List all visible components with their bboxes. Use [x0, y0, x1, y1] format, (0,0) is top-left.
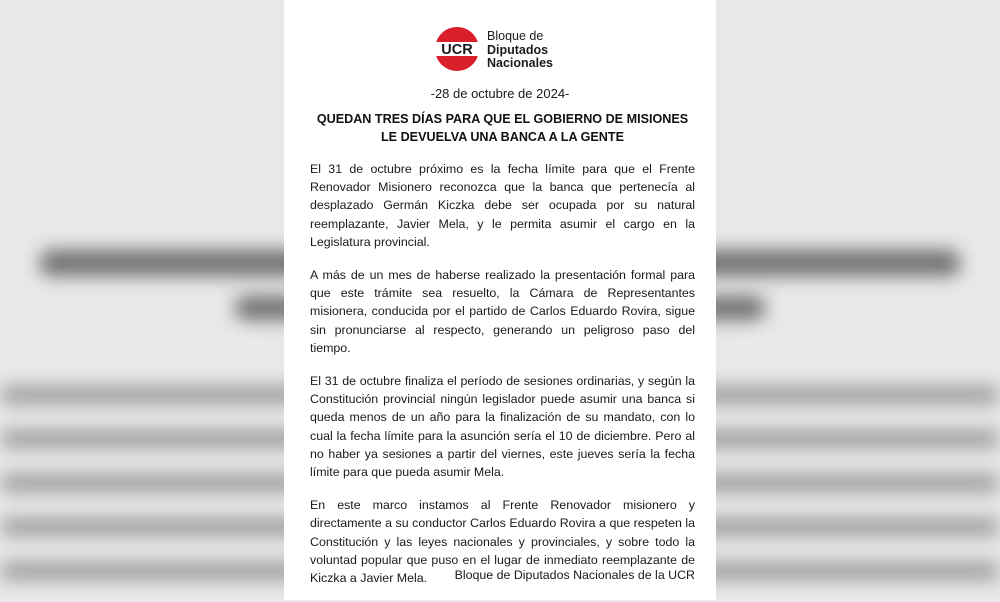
- logo-line-1: Bloque de: [487, 29, 544, 43]
- paragraph: El 31 de octubre finaliza el período de sesiones ordinarias, y según la Constitución provincial ningún legislador puede asumir una banca si queda menos de un año para la finalización de su mandato, con lo cual la fecha límite para la asunción sería el 10 de diciembre. Pero al no haber ya sesiones a partir del viernes, este jueves sería la fecha límite para que pueda asumir Mela.: [310, 374, 695, 480]
- ucr-logo: [435, 27, 565, 75]
- logo-wordmark: [487, 30, 553, 71]
- ucr-logo-mark-text: UCR: [441, 42, 473, 58]
- press-release-document: [284, 0, 716, 600]
- paragraph: El 31 de octubre próximo es la fecha límite para que el Frente Renovador Misionero reconozca que la banca que pertenecía al desplazado Germán Kiczka debe ser ocupada por su natural reemplazante, Javier Mela, y le permita asumir el cargo en la Legislatura provincial.: [310, 162, 695, 249]
- paragraph: En este marco instamos al Frente Renovador misionero y directamente a su conductor Carlos Eduardo Rovira a que respeten la Constitución y las leyes nacionales y provinciales, y sobre todo la voluntad popular que puso en el lugar de inmediato reemplazante de Kiczka a Javier Mela.: [310, 498, 695, 586]
- ucr-logo-icon: [435, 27, 479, 71]
- headline: QUEDAN TRES DÍAS PARA QUE EL GOBIERNO DE MISIONES LE DEVUELVA UNA BANCA A LA GENTE: [316, 112, 689, 144]
- logo-line-3: Nacionales: [487, 56, 554, 70]
- logo-line-2: Diputados: [487, 42, 549, 57]
- document-date: -28 de octubre de 2024-: [430, 86, 570, 101]
- body-text: [310, 160, 695, 602]
- signature: Bloque de Diputados Nacionales de la UCR: [454, 568, 695, 582]
- paragraph: A más de un mes de haberse realizado la presentación formal para que este trámite sea resuelto, la Cámara de Representantes misionera, conducida por el partido de Carlos Eduardo Rovira, sigue sin pronunciarse al respecto, generando un peligroso paso del tiempo.: [310, 268, 695, 355]
